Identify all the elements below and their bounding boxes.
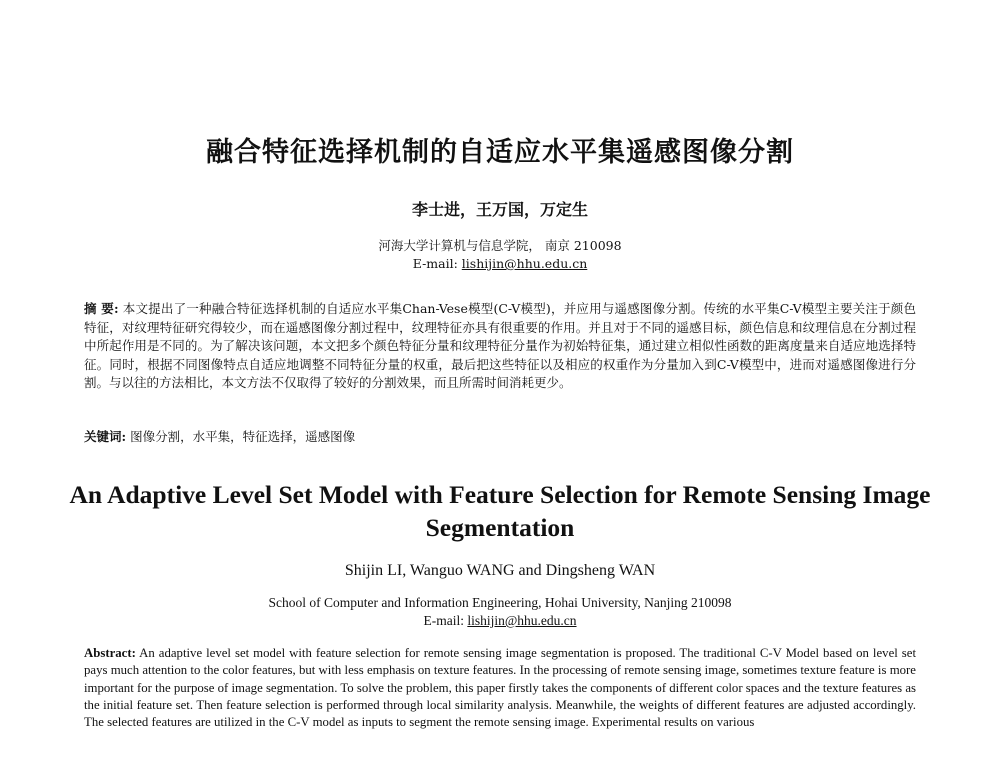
chinese-email-line <box>0 255 1000 273</box>
chinese-authors: 李士进，王万国，万定生 <box>411 200 588 219</box>
english-abstract-label: Abstract: <box>84 646 136 660</box>
chinese-email-link[interactable]: lishijin@hhu.edu.cn <box>461 256 588 271</box>
english-email-line <box>0 612 1000 630</box>
english-affiliation-block <box>0 594 1000 630</box>
english-affiliation: School of Computer and Information Engineering, Hohai University, Nanjing 210098 <box>268 595 732 610</box>
chinese-keywords-label: 关键词: <box>84 429 127 444</box>
chinese-keywords-text: 图像分割，水平集，特征选择，遥感图像 <box>130 429 356 444</box>
chinese-title: 融合特征选择机制的自适应水平集遥感图像分割 <box>206 137 794 168</box>
english-abstract <box>84 645 916 731</box>
chinese-email-label: E-mail: <box>412 256 462 271</box>
chinese-keywords <box>84 427 916 445</box>
english-abstract-text: An adaptive level set model with feature selection for remote sensing image segmentation is proposed. The traditional C-V Model based on level set pays much attention to the color features, but with less emphasis on texture features. In the processing of remote sensing image, sometimes texture feature is more important for the purpose of image segmentation. To solve the problem, this paper firstly takes the components of different color spaces and the texture features as the initial feature set. Then feature selection is performed through local similarity analysis. Meanwhile, the weights of different features are adjusted accordingly. The selected features are utilized in the C-V model as inputs to segment the remote sensing image. Experimental results on various <box>84 646 917 730</box>
chinese-affiliation-block <box>0 237 1000 273</box>
chinese-abstract <box>84 300 916 393</box>
chinese-abstract-label: 摘 要: <box>84 301 119 316</box>
chinese-abstract-text: 本文提出了一种融合特征选择机制的自适应水平集Chan-Vese模型(C-V模型)，并应用与遥感图像分割。传统的水平集C-V模型主要关注于颜色特征，对纹理特征研究得较少，而在遥感图像分割过程中，纹理特征亦具有很重要的作用。并且对于不同的遥感目标，颜色信息和纹理信息在分割过程中所起作用是不同的。为了解决该问题，本文把多个颜色特征分量和纹理特征分量作为初始特征集，通过建立相似性函数的距离度量来自适应地选择特征。同时，根据不同图像特点自适应地调整不同特征分量的权重，最后把这些特征以及相应的权重作为分量加入到C-V模型中，进而对遥感图像进行分割。与以往的方法相比，本文方法不仅取得了较好的分割效果，而且所需时间消耗更少。 <box>84 301 916 391</box>
english-email-label: E-mail: <box>423 613 468 628</box>
english-email-link[interactable]: lishijin@hhu.edu.cn <box>467 613 577 628</box>
english-authors: Shijin LI, Wanguo WANG and Dingsheng WAN <box>344 562 656 579</box>
english-title: An Adaptive Level Set Model with Feature Selection for Remote Sensing Image Segmentation <box>69 480 931 542</box>
chinese-affiliation: 河海大学计算机与信息学院， 南京 210098 <box>378 238 622 253</box>
